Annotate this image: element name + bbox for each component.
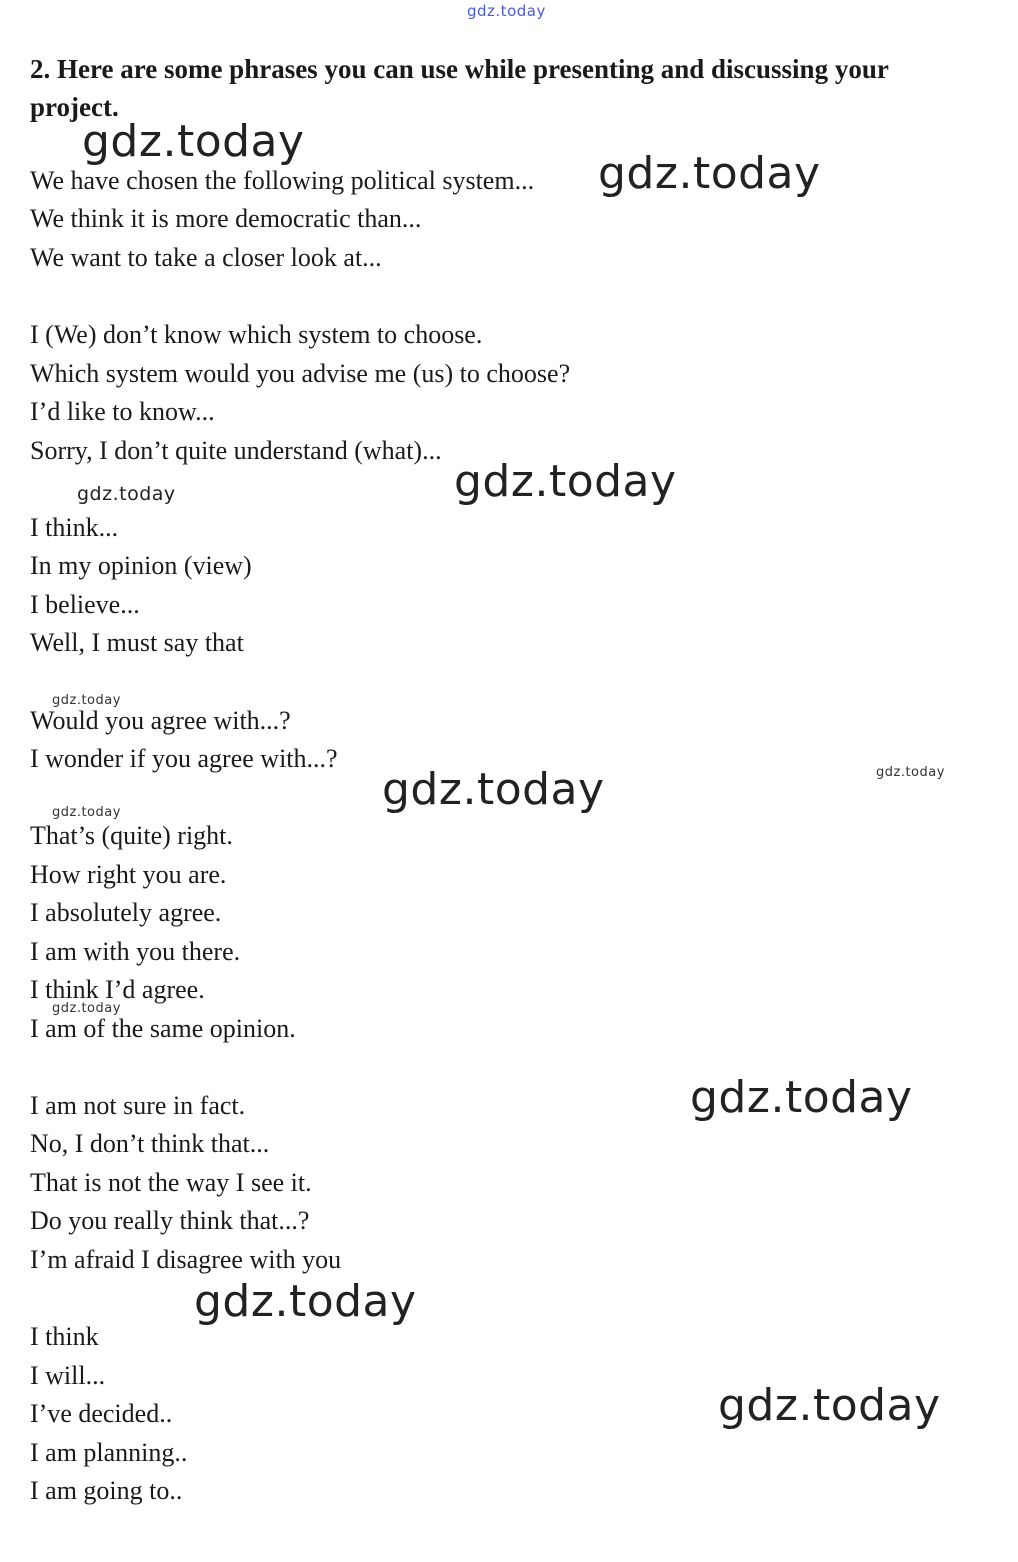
phrase: I think... [30, 513, 119, 542]
phrase: I am not sure in fact. [30, 1091, 246, 1120]
watermark: gdz.today [718, 1380, 941, 1431]
watermark: gdz.today [690, 1072, 913, 1123]
watermark: gdz.today [194, 1276, 417, 1327]
phrase: We think it is more democratic than... [30, 204, 422, 233]
phrase: I believe... [30, 590, 140, 619]
phrase: Well, I must say that [30, 628, 244, 657]
phrase: That is not the way I see it. [30, 1168, 312, 1197]
phrase: Would you agree with...? [30, 706, 291, 735]
watermark: gdz.today [454, 456, 677, 507]
phrase: Do you really think that...? [30, 1206, 310, 1235]
watermark: gdz.today [52, 1001, 121, 1016]
watermark: gdz.today [52, 693, 121, 708]
phrase: Which system would you advise me (us) to choose? [30, 359, 571, 388]
phrase: I’d like to know... [30, 397, 215, 426]
phrase: I’ve decided.. [30, 1399, 173, 1428]
phrase: I am of the same opinion. [30, 1014, 296, 1043]
phrase: I (We) don’t know which system to choose. [30, 320, 483, 349]
phrase: I am going to.. [30, 1476, 183, 1505]
watermark: gdz.today [876, 765, 945, 780]
watermark: gdz.today [82, 116, 305, 167]
phrase: I am planning.. [30, 1438, 188, 1467]
watermark: gdz.today [382, 764, 605, 815]
phrase: I think I’d agree. [30, 975, 205, 1004]
phrase: I will... [30, 1361, 106, 1390]
phrase: I absolutely agree. [30, 898, 222, 927]
phrase: That’s (quite) right. [30, 821, 233, 850]
phrase: I am with you there. [30, 937, 241, 966]
exercise-heading: 2. Here are some phrases you can use while presenting and discussing your project. [30, 54, 889, 122]
phrase: I wonder if you agree with...? [30, 744, 338, 773]
phrase: We have chosen the following political system... [30, 166, 535, 195]
phrase: No, I don’t think that... [30, 1129, 270, 1158]
phrase: We want to take a closer look at... [30, 243, 382, 272]
watermark: gdz.today [52, 805, 121, 820]
watermark: gdz.today [77, 483, 176, 505]
phrase: How right you are. [30, 860, 227, 889]
phrase: In my opinion (view) [30, 551, 252, 580]
phrase: Sorry, I don’t quite understand (what)... [30, 436, 442, 465]
phrase: I think [30, 1322, 99, 1351]
watermark-top: gdz.today [467, 2, 546, 20]
phrase: I’m afraid I disagree with you [30, 1245, 342, 1274]
watermark: gdz.today [598, 148, 821, 199]
